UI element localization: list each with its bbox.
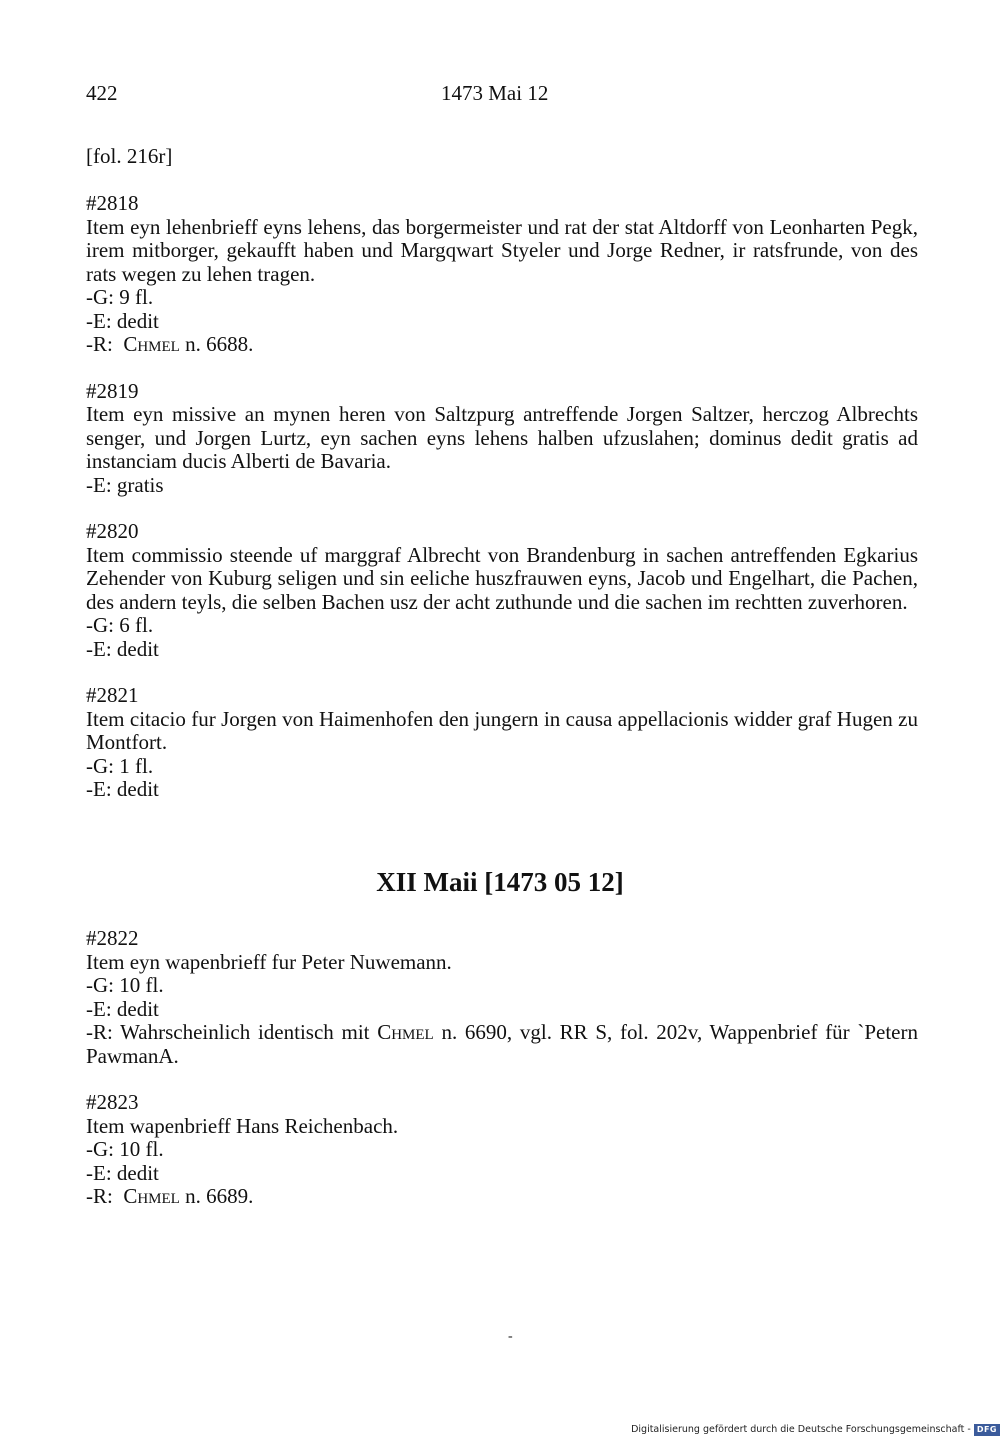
entry-id: #2822 [86, 926, 139, 950]
entry-payment: -E: dedit [86, 1160, 159, 1185]
entry-text: Item eyn lehenbrieff eyns lehens, das borgermeister und rat der stat Altdorff von Leonharten Pegk, irem mitborger, gekaufft haben und Margqwart Styeler und Jorge Redner, ir ratsfrunde, von des rats wegen zu lehen tragen. [86, 214, 918, 286]
entry-2821 [86, 684, 918, 802]
entry-fee: -G: 6 fl. [86, 613, 154, 637]
entry-2820 [86, 520, 918, 661]
entry-id: #2821 [86, 683, 139, 707]
entry-text: Item wapenbrieff Hans Reichenbach. [86, 1113, 399, 1138]
digitization-footer [631, 1423, 1000, 1437]
reference-name: Chmel [377, 1020, 434, 1044]
entries-group-b [86, 927, 918, 1209]
folio-reference: [fol. 216r] [86, 144, 173, 168]
entry-fee: -G: 10 fl. [86, 1137, 164, 1161]
reference-suffix: n. 6690, vgl. RR S, fol. 202v, Wappenbrief für `Petern PawmanA. [86, 1020, 918, 1068]
entry-reference [86, 333, 918, 357]
entry-payment: -E: gratis [86, 472, 164, 497]
running-head: 1473 Mai 12 [441, 81, 549, 105]
reference-suffix: n. 6688. [179, 332, 254, 356]
entry-reference [86, 1021, 918, 1068]
reference-name: Chmel [123, 332, 180, 356]
entry-2822 [86, 927, 918, 1068]
entry-text: Item eyn wapenbrieff fur Peter Nuwemann. [86, 949, 452, 974]
reference-prefix: -R: [86, 332, 124, 356]
entry-payment: -E: dedit [86, 996, 159, 1021]
entry-payment: -E: dedit [86, 308, 159, 333]
entry-fee: -G: 9 fl. [86, 285, 154, 309]
entry-payment: -E: dedit [86, 777, 159, 801]
reference-suffix: n. 6689. [179, 1184, 254, 1208]
entry-reference [86, 1185, 918, 1209]
entry-2823 [86, 1091, 918, 1209]
entry-payment: -E: dedit [86, 636, 159, 661]
footer-text: Digitalisierung gefördert durch die Deutsche Forschungsgemeinschaft - [631, 1424, 971, 1435]
reference-name: Chmel [123, 1184, 180, 1208]
section-heading: XII Maii [1473 05 12] [376, 867, 624, 897]
reference-prefix: -R: [86, 1184, 124, 1208]
page-number: 422 [86, 81, 118, 105]
entry-id: #2818 [86, 191, 139, 215]
dfg-logo: DFG [974, 1424, 1000, 1436]
entry-2818 [86, 192, 918, 357]
entry-text: Item commissio steende uf marggraf Albrecht von Brandenburg in sachen antreffenden Egkarius Zehender von Kuburg seligen und sin eeliche huszfrauwen eyns, Jacob und Engelhart, die Pachen, des andern teyls, die selben Bachen usz der acht zuthunde und die sachen im rechtten zuverhoren. [86, 542, 918, 614]
entry-2819 [86, 380, 918, 498]
entry-fee: -G: 10 fl. [86, 973, 164, 997]
entry-id: #2820 [86, 519, 139, 543]
entry-text: Item citacio fur Jorgen von Haimenhofen den jungern in causa appellacionis widder graf Hugen zu Montfort. [86, 706, 918, 754]
entries-group-a [86, 192, 918, 802]
entry-id: #2823 [86, 1090, 139, 1114]
entry-text: Item eyn missive an mynen heren von Saltzpurg antreffende Jorgen Saltzer, herczog Albrechts senger, und Jorgen Lurtz, eyn sachen eyns lehens halben ufzuslahen; dominus dedit gratis ad instanciam ducis Alberti de Bavaria. [86, 402, 918, 473]
entry-fee: -G: 1 fl. [86, 753, 154, 778]
entry-id: #2819 [86, 378, 139, 403]
stray-mark: - [508, 1329, 513, 1344]
reference-prefix: -R: Wahrscheinlich identisch mit [86, 1020, 378, 1044]
